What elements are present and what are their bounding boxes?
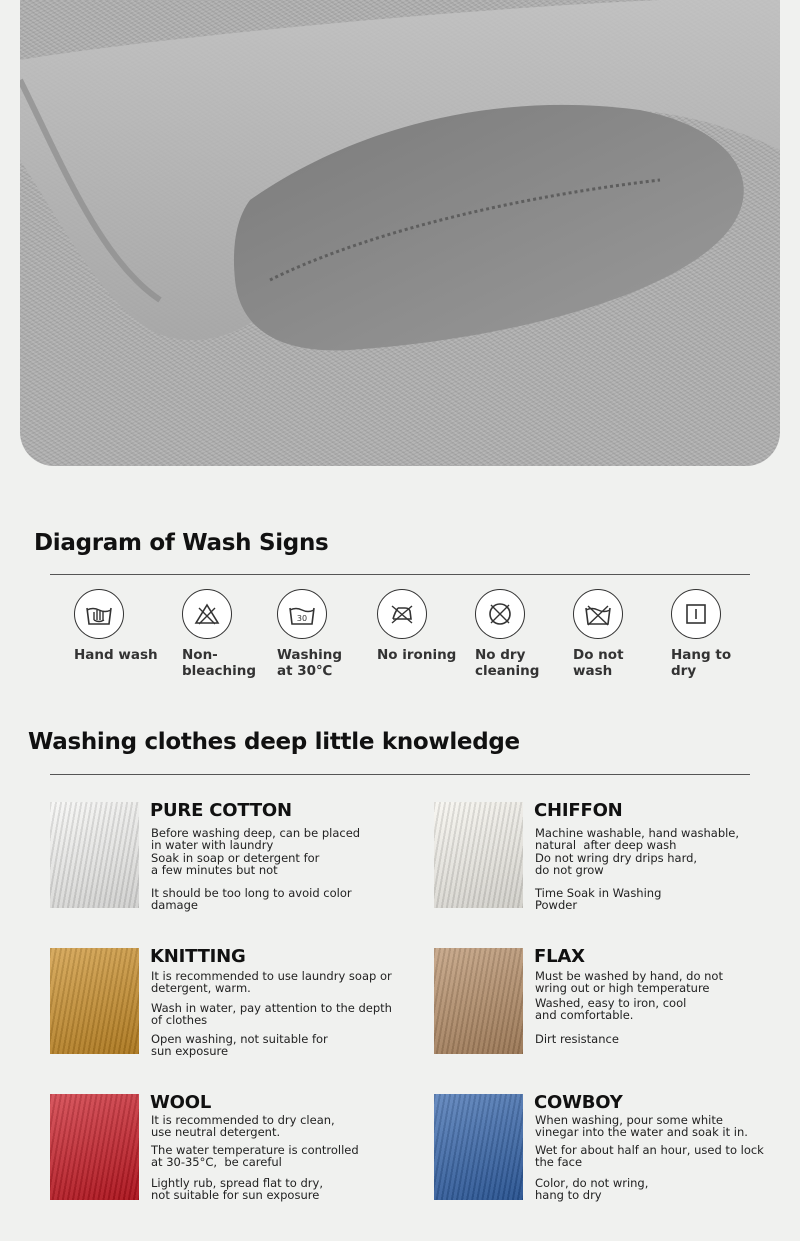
fabric-care-text: Soak in soap or detergent for (151, 851, 320, 865)
fabric-card (434, 802, 774, 912)
fabric-swatch-image (50, 948, 139, 1054)
fabric-care-text: Powder (535, 898, 578, 912)
fabric-care-text: Color, do not wring, (535, 1176, 649, 1190)
hand-wash-icon (74, 589, 124, 639)
fabric-care-text: Open washing, not suitable for (151, 1032, 328, 1046)
divider (50, 774, 750, 775)
fabric-care-text: Do not wring dry drips hard, (535, 851, 698, 865)
wash-sign-hand-wash (74, 589, 164, 663)
fabric-care-text: of clothes (151, 1013, 208, 1027)
wash-sign-label: Hand wash (74, 647, 158, 663)
fabric-care-text: not suitable for sun exposure (151, 1188, 320, 1202)
wash-signs-title: Diagram of Wash Signs (34, 530, 329, 556)
wash-sign-hang-to-dry (671, 589, 761, 679)
wash-sign-no-ironing (377, 589, 467, 663)
fabric-care-text: Dirt resistance (535, 1032, 619, 1046)
fabric-care-text: detergent, warm. (151, 981, 251, 995)
fabric-care-text: It should be too long to avoid color (151, 886, 352, 900)
wash-sign-label: Do not wash (573, 647, 624, 679)
hero-photo (20, 0, 780, 466)
fabric-care-text: in water with laundry (151, 838, 274, 852)
fabric-care-text: When washing, pour some white (535, 1113, 723, 1127)
divider (50, 574, 750, 575)
fabric-card (50, 1094, 390, 1204)
wash-sign-do-not-wash (573, 589, 663, 679)
fabric-name: PURE COTTON (150, 800, 292, 821)
wash-sign-non-bleaching (182, 589, 272, 679)
fabric-care-text: a few minutes but not (151, 863, 278, 877)
fabric-swatch-image (50, 1094, 139, 1200)
do-not-wash-icon (573, 589, 623, 639)
fabric-care-text: It is recommended to use laundry soap or (151, 969, 392, 983)
fabric-care-text: Time Soak in Washing (535, 886, 662, 900)
fabric-swatch-image (434, 1094, 523, 1200)
fabric-swatch-image (434, 802, 523, 908)
fabric-name: WOOL (150, 1092, 212, 1113)
hang-to-dry-icon (671, 589, 721, 639)
fabric-care-text: It is recommended to dry clean, (151, 1113, 335, 1127)
fabric-swatch-image (434, 948, 523, 1054)
fabric-care-text: the face (535, 1155, 583, 1169)
fabric-care-text: The water temperature is controlled (151, 1143, 359, 1157)
fabric-care-text: vinegar into the water and soak it in. (535, 1125, 748, 1139)
no-ironing-icon (377, 589, 427, 639)
wash-sign-label: No ironing (377, 647, 457, 663)
wash-temp-text: 30 (296, 614, 308, 623)
non-bleaching-icon (182, 589, 232, 639)
fabric-care-text: Washed, easy to iron, cool (535, 996, 687, 1010)
fabric-care-text: wring out or high temperature (535, 981, 710, 995)
fabric-care-text: at 30-35°C, be careful (151, 1155, 282, 1169)
fabric-card (434, 948, 774, 1058)
fabric-name: KNITTING (150, 946, 246, 967)
wash-sign-label: Hang to dry (671, 647, 732, 679)
fabric-care-text: Wet for about half an hour, used to lock (535, 1143, 764, 1157)
no-dry-cleaning-icon (475, 589, 525, 639)
fabric-name: COWBOY (534, 1092, 623, 1113)
fabric-care-text: do not grow (535, 863, 604, 877)
fabric-care-text: Wash in water, pay attention to the depth (151, 1001, 392, 1015)
washing-30-icon (277, 589, 327, 639)
fabric-care-text: hang to dry (535, 1188, 602, 1202)
fabric-card (50, 948, 390, 1058)
fabric-care-text: Before washing deep, can be placed (151, 826, 361, 840)
fabric-care-text: sun exposure (151, 1044, 229, 1058)
wash-sign-label: Non- bleaching (182, 647, 257, 679)
wash-sign-label: No dry cleaning (475, 647, 540, 679)
wash-sign-label: Washing at 30℃ (277, 647, 343, 679)
wash-sign-washing-30 (277, 589, 367, 679)
fabric-care-text: damage (151, 898, 198, 912)
fabric-name: FLAX (534, 946, 585, 967)
fabric-card (434, 1094, 774, 1204)
fabric-care-text: Machine washable, hand washable, (535, 826, 740, 840)
fabric-care-text: natural after deep wash (535, 838, 677, 852)
sleeve-cuff-illustration (20, 0, 780, 466)
fabric-care-text: and comfortable. (535, 1008, 634, 1022)
fabric-swatch-image (50, 802, 139, 908)
fabric-care-text: Lightly rub, spread flat to dry, (151, 1176, 323, 1190)
fabric-name: CHIFFON (534, 800, 623, 821)
fabric-care-text: use neutral detergent. (151, 1125, 281, 1139)
fabric-care-text: Must be washed by hand, do not (535, 969, 723, 983)
fabric-card (50, 802, 390, 912)
wash-sign-no-dry-cleaning (475, 589, 565, 679)
knowledge-title: Washing clothes deep little knowledge (28, 729, 520, 755)
